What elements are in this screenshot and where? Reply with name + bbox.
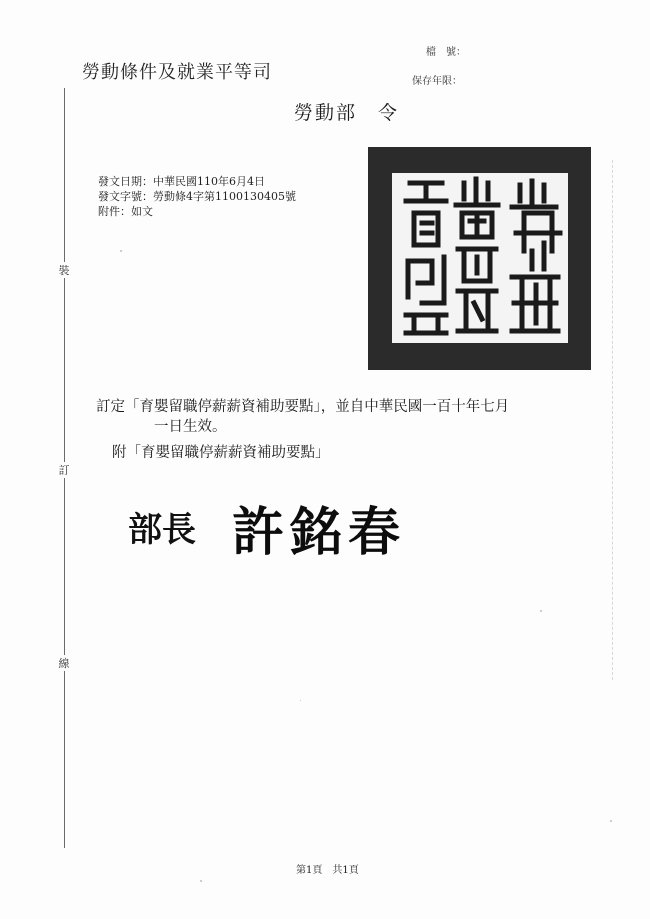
- document-number: 發文字號：勞動條4字第1100130405號: [98, 190, 296, 203]
- binding-char-ding: 訂: [56, 462, 72, 478]
- order-body-line-1: 訂定「育嬰留職停薪薪資補助要點」，並自中華民國一百十年七月: [96, 399, 510, 415]
- issue-date: 發文日期：中華民國110年6月4日: [98, 175, 265, 188]
- binding-char-xian: 線: [56, 655, 72, 671]
- retention-period-label: 保存年限：: [412, 76, 462, 87]
- document-title: 勞動部 令: [294, 102, 400, 124]
- scan-speck: [540, 610, 542, 612]
- binding-char-zhuang: 裝: [56, 262, 72, 278]
- page-number: 第1頁 共1頁: [296, 865, 359, 876]
- file-number-label: 檔 號：: [426, 47, 466, 58]
- signatory-name: 許銘春: [232, 503, 407, 563]
- scan-speck: [300, 700, 301, 701]
- attachment-line: 附「育嬰留職停薪薪資補助要點」: [112, 445, 330, 461]
- issuing-unit: 勞動條件及就業平等司: [82, 62, 272, 83]
- scan-speck: [200, 880, 202, 882]
- scan-margin-line: [612, 160, 613, 680]
- seal-face: [392, 173, 568, 343]
- document-meta: [98, 174, 296, 219]
- signatory-title: 部長: [128, 510, 196, 550]
- seal-glyphs-icon: [392, 173, 568, 343]
- official-seal-icon: [368, 147, 591, 370]
- scan-speck: [610, 820, 612, 822]
- attachment-note: 附件：如文: [98, 205, 153, 218]
- order-body-line-2: 一日生效。: [154, 419, 227, 435]
- scan-speck: [120, 250, 122, 252]
